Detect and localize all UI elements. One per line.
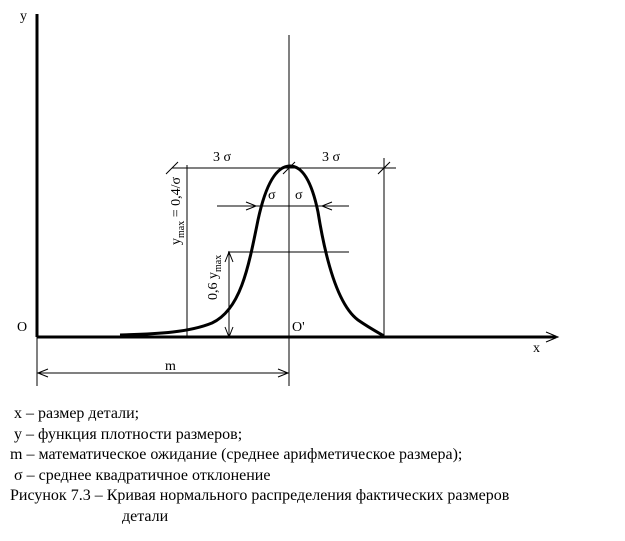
center-origin-label: O'	[292, 320, 305, 335]
sigma-left-label: σ	[268, 188, 276, 203]
bell-curve	[120, 166, 384, 336]
origin-label: O	[17, 320, 28, 335]
svg-text:ymax = 0,4/σ: $y_{max} = 0,4/\sigma$	[169, 176, 187, 245]
m-label: m	[165, 359, 176, 374]
ymax-label	[169, 176, 187, 245]
legend-item-x: x – размер детали;	[14, 405, 140, 422]
legend-item-y: y – функция плотности размеров;	[14, 425, 243, 443]
three-sigma-left-label: 3 σ	[213, 150, 232, 165]
axis-y-label: y	[20, 9, 27, 24]
figure-caption-continued: детали	[122, 507, 169, 525]
legend-item-m: m – математическое ожидание (среднее арифметическое размера);	[10, 446, 463, 463]
svg-text:0,6 ymax: 0,6 $y_{max}$	[206, 254, 224, 300]
three-sigma-right-label: 3 σ	[322, 150, 341, 165]
sigma-right-label: σ	[295, 188, 303, 203]
legend-item-sigma: σ – среднее квадратичное отклонение	[14, 466, 271, 484]
axis-x-label: x	[533, 341, 540, 356]
figure-caption: Рисунок 7.3 – Кривая нормального распределения фактических размеров	[10, 487, 510, 504]
sixty-percent-label	[206, 255, 224, 300]
legend	[10, 404, 620, 527]
